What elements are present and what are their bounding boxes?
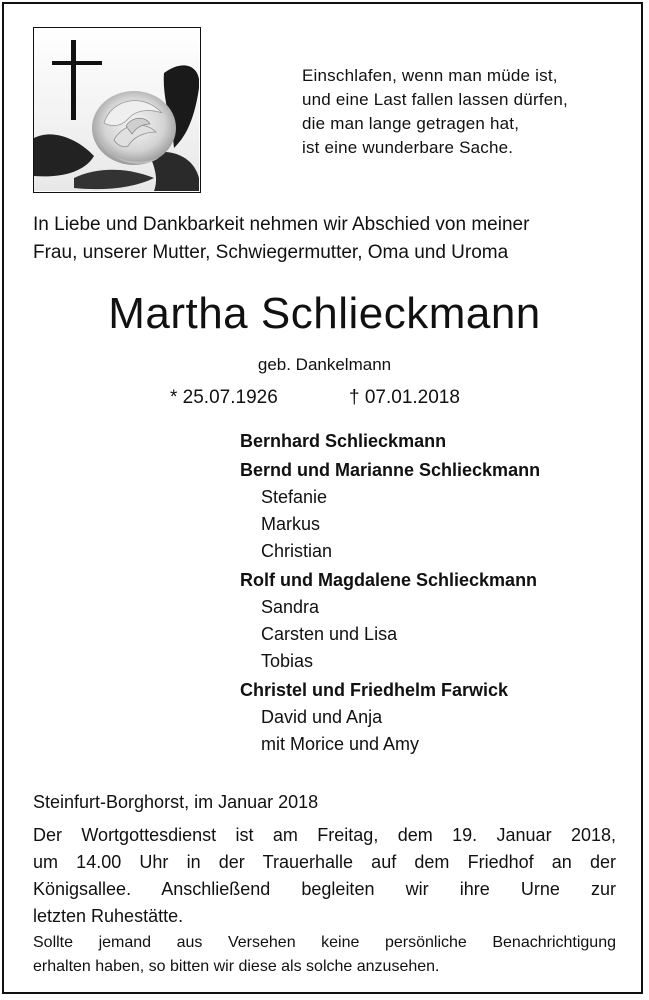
birth-date: * 25.07.1926 [170, 387, 278, 408]
family-group [240, 457, 540, 565]
place-and-date: Steinfurt-Borghorst, im Januar 2018 [33, 792, 319, 812]
service-line: Königsallee. Anschließend begleiten wir ihre Urne zur [33, 879, 616, 899]
family-child: Markus [261, 514, 321, 534]
family-child: Tobias [261, 651, 314, 671]
note-line: Sollte jemand aus Versehen keine persönliche Benachrichtigung [33, 934, 616, 951]
intro-text [33, 211, 529, 267]
family-list [240, 428, 540, 760]
service-line: Der Wortgottesdienst ist am Freitag, dem 19. Januar 2018, [33, 825, 616, 845]
maiden-name: geb. Dankelmann [257, 355, 392, 374]
intro-line: In Liebe und Dankbarkeit nehmen wir Abschied von meiner [33, 214, 530, 235]
note-line: erhalten haben, so bitten wir diese als solche anzusehen. [33, 958, 440, 975]
poem-line: Einschlafen, wenn man müde ist, [302, 66, 558, 85]
poem-line: ist eine wunderbare Sache. [302, 138, 514, 157]
poem [302, 64, 568, 160]
family-head: Christel und Friedhelm Farwick [240, 680, 509, 700]
intro-line: Frau, unserer Mutter, Schwiegermutter, Oma und Uroma [33, 242, 509, 263]
notification-note [33, 931, 616, 979]
death-date: † 07.01.2018 [349, 387, 460, 408]
family-child: Sandra [261, 597, 320, 617]
family-group [240, 567, 540, 675]
family-child: Stefanie [261, 487, 328, 507]
service-line: letzten Ruhestätte. [33, 906, 184, 926]
rose-icon [92, 91, 176, 165]
family-child: Christian [261, 541, 333, 561]
family-head: Rolf und Magdalene Schlieckmann [240, 570, 538, 590]
family-head: Bernhard Schlieckmann [240, 431, 447, 451]
poem-line: und eine Last fallen lassen dürfen, [302, 90, 568, 109]
family-child: Carsten und Lisa [261, 624, 398, 644]
family-child: David und Anja [261, 707, 383, 727]
family-group [240, 428, 540, 455]
family-child: mit Morice und Amy [261, 734, 420, 754]
deceased-name: Martha Schlieckmann [108, 289, 541, 338]
cross-and-rose-image [33, 27, 201, 193]
family-group [240, 677, 540, 758]
service-info [33, 822, 616, 930]
poem-line: die man lange getragen hat, [302, 114, 520, 133]
family-head: Bernd und Marianne Schlieckmann [240, 460, 541, 480]
service-line: um 14.00 Uhr in der Trauerhalle auf dem Friedhof an der [33, 852, 616, 872]
